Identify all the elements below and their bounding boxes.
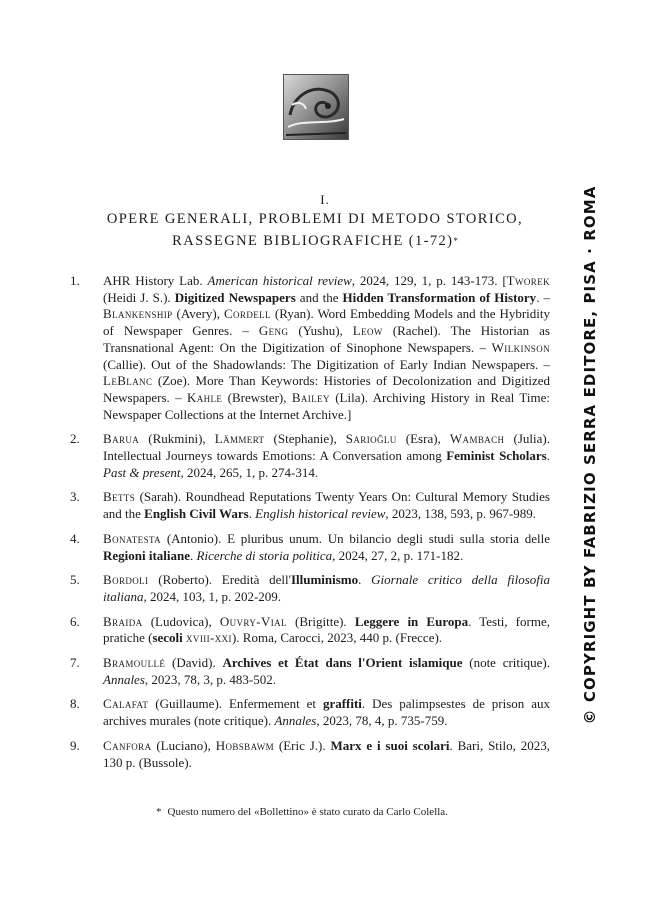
keyword: Illuminismo: [290, 572, 359, 588]
author-name: Sarioğlu: [345, 431, 397, 447]
entry-text: (Heidi J. S.).: [103, 289, 175, 305]
bibliography-entry: [70, 273, 550, 423]
entry-text: , 2024, 129, 1, p. 143-173. [: [351, 273, 507, 288]
keyword: Marx e i suoi scolari: [330, 737, 450, 753]
author-name: Blankenship: [103, 306, 173, 322]
author-name: Tworek: [506, 273, 550, 288]
entry-text: ). Roma, Carocci, 2023, 440 p. (Frecce).: [231, 630, 443, 646]
copyright-text: © COPYRIGHT BY FABRIZIO SERRA EDITORE, PISA · ROMA: [581, 185, 599, 725]
bibliography-entry: [70, 431, 550, 481]
journal-title: Past & present: [103, 464, 181, 480]
author-name: Canfora: [103, 737, 152, 753]
bibliography-entry: [70, 696, 550, 729]
journal-title: Giornale critico della filosofia italiana: [103, 572, 550, 604]
journal-title: Annales: [103, 671, 145, 687]
keyword: Feminist Scholars: [446, 448, 547, 464]
entry-text: (Guillaume). Enfermement et: [148, 696, 323, 712]
entry-text: AHR History Lab.: [103, 273, 208, 288]
bibliography-list: [70, 273, 550, 779]
entry-text: (Julia). Intellectual Journeys towards Emotions: A Conversation among: [103, 431, 550, 464]
entry-text: (Esra),: [396, 431, 450, 447]
entry-text: . –: [536, 289, 550, 305]
entry-text: . Bari, Stilo, 2023, 130 p. (Bussole).: [103, 737, 550, 770]
entry-text: .: [358, 572, 372, 588]
entry-text: (David).: [165, 655, 223, 671]
entry-text: (Yushu),: [288, 323, 353, 339]
publisher-emblem-image: [283, 74, 349, 140]
author-name: xviii-xxi: [186, 630, 232, 646]
entry-number: 7.: [70, 655, 80, 671]
entry-number: 5.: [70, 572, 80, 588]
entry-text: (Lila). Archiving History in Real Time: Newspaper Collections at the Internet Archive.]: [103, 389, 550, 422]
author-name: Kahle: [186, 389, 223, 405]
keyword: secoli: [152, 630, 183, 646]
author-name: Braida: [103, 613, 143, 629]
author-name: Bailey: [291, 389, 330, 405]
entry-text: , 2023, 78, 4, p. 735-759.: [316, 713, 448, 729]
entry-text: (Ludovica),: [142, 613, 220, 629]
entry-text: .: [248, 506, 256, 522]
entry-text: (Stephanie),: [264, 431, 346, 447]
entry-text: (Rachel). The Historian as Transnational Agent: On the Digitization of Sinophone Newspapers. –: [103, 323, 550, 355]
entry-text: (Callie). Out of the Shadowlands: The Digitization of Early Indian Newspapers. –: [103, 356, 550, 372]
entry-text: .: [546, 448, 550, 464]
author-name: Wilkinson: [491, 339, 550, 355]
entry-number: 1.: [70, 273, 80, 288]
bibliography-entry: [70, 655, 550, 688]
entry-text: .: [190, 547, 197, 563]
section-title-line2: RASSEGNE BIBLIOGRAFICHE (1-72): [172, 233, 454, 249]
entry-text: (Roberto). Eredità dell': [148, 572, 291, 588]
bibliography-entry: [70, 531, 550, 564]
keyword: Leggere in Europa: [354, 613, 469, 629]
author-name: Wambach: [449, 431, 505, 447]
entry-text: . Testi, forme, pratiche (: [103, 613, 550, 646]
entry-text: , 2023, 78, 3, p. 483-502.: [144, 671, 276, 687]
entry-text: . Des palimpsestes de prison aux archives murales (note critique).: [103, 696, 550, 729]
entry-text: (Brigitte).: [286, 613, 355, 629]
entry-text: (Rukmini),: [139, 431, 215, 447]
entry-text: , 2024, 103, 1, p. 202-209.: [143, 588, 282, 604]
author-name: Barua: [103, 431, 140, 447]
entry-number: 9.: [70, 737, 80, 753]
author-name: Ouvry-Vial: [219, 613, 287, 629]
keyword: Regioni italiane: [103, 547, 191, 563]
entry-text: , 2024, 27, 2, p. 171-182.: [332, 547, 464, 563]
keyword: English Civil Wars: [144, 506, 249, 522]
keyword: Hidden Transformation of History: [342, 289, 537, 305]
author-name: Cordell: [223, 306, 271, 322]
author-name: Calafat: [103, 696, 149, 712]
entry-number: 6.: [70, 613, 80, 629]
entry-text: , 2023, 138, 593, p. 967-989.: [385, 506, 536, 522]
entry-text: (Luciano),: [151, 737, 216, 753]
section-number: I.: [320, 192, 330, 207]
keyword: Digitized Newspapers: [174, 289, 296, 305]
author-name: LeBlanc: [103, 373, 153, 389]
author-name: Hobsbawm: [215, 737, 275, 753]
entry-text: (Avery),: [172, 306, 224, 322]
entry-text: (Eric J.).: [274, 737, 331, 753]
author-name: Lämmert: [214, 431, 265, 447]
footnote-mark: *: [156, 806, 162, 818]
footnote-marker: *: [453, 236, 458, 246]
footnote: [156, 806, 448, 818]
entry-text: (Sarah). Roundhead Reputations Twenty Years On: Cultural Memory Studies and the: [103, 489, 550, 522]
author-name: Bordoli: [103, 572, 149, 588]
author-name: Leow: [352, 323, 383, 339]
entry-text: (note critique).: [462, 655, 550, 671]
author-name: Bonatesta: [103, 530, 162, 546]
journal-title: Annales: [274, 713, 317, 729]
journal-title: American historical review: [207, 273, 352, 288]
section-title: [70, 208, 560, 252]
entry-text: (Brewster),: [222, 389, 292, 405]
entry-number: 4.: [70, 530, 80, 546]
entry-text: , 2024, 265, 1, p. 274-314.: [180, 464, 319, 480]
bibliography-entry: [70, 489, 550, 522]
footnote-text: Questo numero del «Bollettino» è stato curato da Carlo Colella.: [167, 806, 448, 818]
entry-number: 8.: [70, 696, 80, 712]
author-name: Bramoullé: [103, 655, 166, 671]
keyword: Archives et État dans l'Orient islamique: [222, 655, 463, 671]
keyword: graffiti: [322, 696, 362, 712]
bibliography-entry: [70, 614, 550, 647]
entry-text: and the: [295, 289, 343, 305]
author-name: Geng: [258, 323, 289, 339]
entry-text: (Ryan). Word Embedding Models and the Hybridity of Newspaper Genres. –: [103, 306, 550, 339]
journal-title: Ricerche di storia politica: [196, 547, 333, 563]
journal-title: English historical review: [255, 506, 386, 522]
bibliography-entry: [70, 572, 550, 605]
entry-number: 2.: [70, 431, 80, 447]
section-title-line1: OPERE GENERALI, PROBLEMI DI METODO STORICO,: [106, 211, 524, 227]
entry-text: (Zoe). More Than Keywords: Histories of Decolonization and Digitized Newspapers. –: [103, 373, 550, 405]
entry-number: 3.: [70, 489, 80, 505]
bibliography-entry: [70, 738, 550, 771]
author-name: Betts: [103, 489, 136, 505]
entry-text: (Antonio). E pluribus unum. Un bilancio degli studi sulla storia delle: [161, 530, 550, 546]
